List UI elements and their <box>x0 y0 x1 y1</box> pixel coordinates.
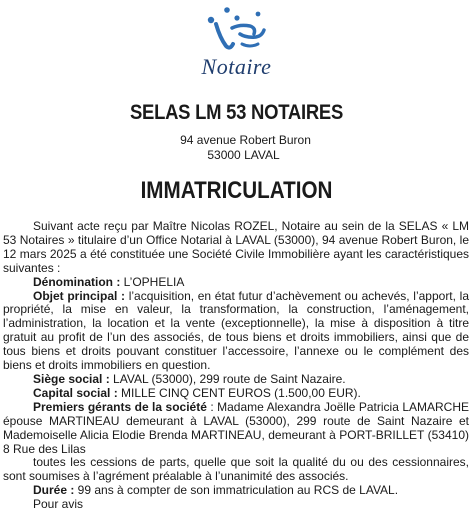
duree-paragraph <box>3 484 469 498</box>
duree-label: Durée : <box>33 483 75 498</box>
objet-paragraph <box>3 290 469 373</box>
capital-paragraph <box>3 387 469 401</box>
siege-value: LAVAL (53000), 299 route de Saint Nazaire. <box>109 371 346 386</box>
siege-paragraph <box>3 373 469 387</box>
denomination-paragraph <box>3 276 469 290</box>
capital-label: Capital social : <box>33 385 118 400</box>
notaire-logo <box>0 4 473 86</box>
objet-value: l’acquisition, en état futur d’achèvement ou achevés, l’apport, la propriété, la mise en valeur, la transformation, la construction, l’aménagement, l’administration, la location et la vente (exceptionnelle), la mise à disposition à titre gratuit au profit de l’un des associés, de tous biens et droits immobiliers, ainsi que de tous biens et droits pouvant constituer l’accessoire, l’annexe ou le complément des biens et droits immobiliers en question. <box>3 288 469 373</box>
company-name: SELAS LM 53 NOTAIRES <box>129 101 344 124</box>
denomination-label: Dénomination : <box>33 274 121 289</box>
denomination-value: L’OPHELIA <box>120 274 185 289</box>
objet-label: Objet principal : <box>33 288 126 303</box>
gerants-value: : Madame Alexandra Joëlle Patricia LAMARCHE épouse MARTINEAU demeurant à LAVAL (53000), 299 route de Saint Nazaire et Mademoiselle Alicia Elodie Brenda MARTINEAU, demeurant à PORT-BRILLET (53410) 8 Rue des Lilas <box>3 399 469 456</box>
notice-body <box>3 220 469 512</box>
logo-wordmark: Notaire <box>201 54 272 79</box>
cessions-paragraph: toutes les cessions de parts, quelle que soit la qualité du ou des cessionnaires, sont soumises à l’agrément préalable à l’unanimité des associés. <box>3 455 469 484</box>
intro-paragraph: Suivant acte reçu par Maître Nicolas ROZEL, Notaire au sein de la SELAS « LM 53 Notaires » titulaire d’un Office Notarial à LAVAL (53000), 94 avenue Robert Buron, le 12 mars 2025 a été constituée une Société Civile Immobilière ayant les caractéristiques suivantes : <box>3 219 469 275</box>
page-title: IMMATRICULATION <box>140 177 333 204</box>
address-line-2: 53000 LAVAL <box>207 148 280 162</box>
siege-label: Siège social : <box>33 371 110 386</box>
closing-line: Pour avis <box>33 497 84 512</box>
gerants-label: Premiers gérants de la société <box>33 399 207 414</box>
gerants-paragraph <box>3 401 469 457</box>
duree-value: 99 ans à compter de son immatriculation au RCS de LAVAL. <box>74 483 399 498</box>
capital-value: MILLE CINQ CENT EUROS (1.500,00 EUR). <box>117 385 361 400</box>
notaire-emblem-icon <box>200 4 273 54</box>
address-line-1: 94 avenue Robert Buron <box>180 133 311 147</box>
